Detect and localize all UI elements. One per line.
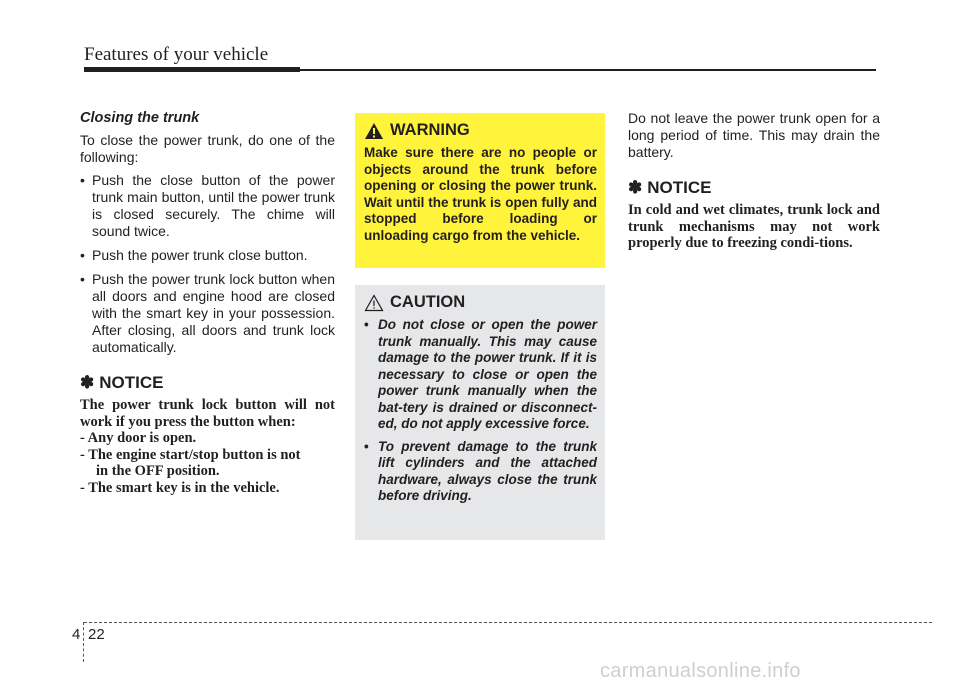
list-item: • To prevent damage to the trunk lift cylinders and the attached hardware, always close the trunk before driving. xyxy=(364,439,597,505)
warning-triangle-icon xyxy=(364,122,384,140)
page-number: 22 xyxy=(88,626,105,643)
warning-text: Make sure there are no people or objects around the trunk before opening or closing the power trunk. Wait until the trunk is open fully and stopped before loading or unloading cargo from the vehicle. xyxy=(364,145,597,243)
section-subheading: Closing the trunk xyxy=(80,110,200,126)
watermark: carmanualsonline.info xyxy=(600,660,801,682)
caution-triangle-icon xyxy=(364,294,384,312)
notice-heading xyxy=(628,179,880,196)
caution-title: CAUTION xyxy=(390,293,466,311)
notice-item: in the OFF position. xyxy=(96,463,220,479)
header-title: Features of your vehicle xyxy=(84,44,269,65)
notice-body: In cold and wet climates, trunk lock and trunk mechanisms may not work properly due to freezing condi-tions. xyxy=(628,202,880,251)
warning-box xyxy=(355,113,605,268)
footer-divider xyxy=(83,622,84,662)
intro-paragraph: To close the power trunk, do one of the following: xyxy=(80,132,335,165)
notice-item: - The smart key is in the vehicle. xyxy=(80,479,280,496)
list-item: • Push the power trunk lock button when all doors and engine hood are closed with the smart key in your possession. After closing, all doors and trunk lock automatically. xyxy=(80,271,335,356)
list-item: • Push the power trunk close button. xyxy=(80,247,335,264)
right-column xyxy=(628,110,880,252)
caution-list xyxy=(364,317,597,505)
notice-star-icon: ✽ xyxy=(628,178,643,197)
closing-steps-list xyxy=(80,172,335,356)
notice-star-icon: ✽ xyxy=(80,373,95,392)
notice-title: NOTICE xyxy=(647,178,712,197)
chapter-number: 4 xyxy=(72,626,81,643)
header-rule-thick xyxy=(84,67,300,72)
caution-box xyxy=(355,285,605,540)
notice-title: NOTICE xyxy=(99,373,164,392)
warning-title: WARNING xyxy=(390,121,470,139)
battery-paragraph: Do not leave the power trunk open for a long period of time. This may drain the battery. xyxy=(628,110,880,160)
caution-heading xyxy=(364,293,597,312)
notice-item: - The engine start/stop button is not xyxy=(80,446,301,463)
notice-heading xyxy=(80,374,335,391)
header-rule-thin xyxy=(300,69,876,71)
list-item: • Do not close or open the power trunk manually. This may cause damage to the power trunk. If it is necessary to close or open the power trunk manually when the bat-tery is drained or disconnect-ed, do not apply excessive force. xyxy=(364,317,597,433)
left-column xyxy=(80,110,335,496)
warning-heading xyxy=(364,121,597,140)
notice-item: - Any door is open. xyxy=(80,430,197,446)
list-item: • Push the close button of the power trunk main button, until the power trunk is closed securely. The chime will sound twice. xyxy=(80,172,335,240)
notice-body xyxy=(80,397,335,496)
notice-lead: The power trunk lock button will not work if you press the button when: xyxy=(80,397,335,430)
footer-rule xyxy=(84,622,932,623)
